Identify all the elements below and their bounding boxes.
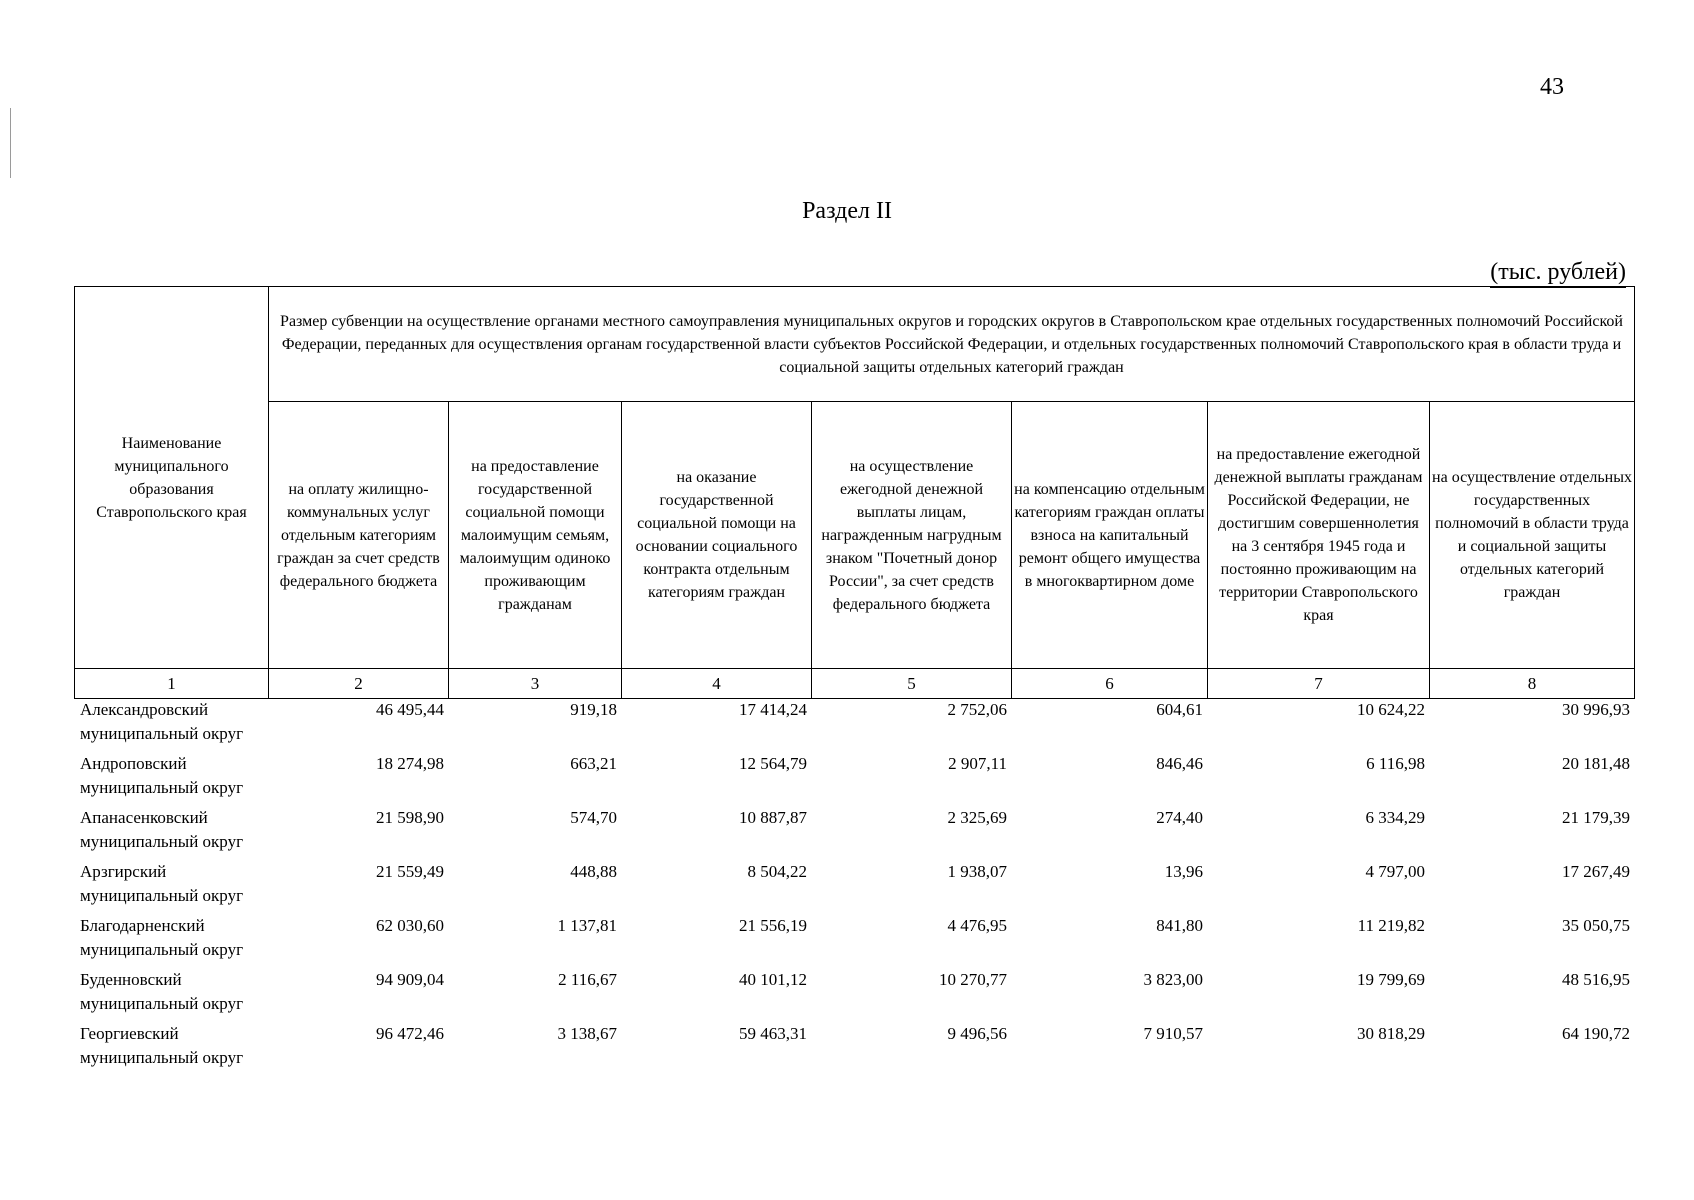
- table-row: [74, 968, 1634, 1022]
- value-cell-col-3: 2 116,67: [558, 970, 617, 989]
- value-cell-col-6: 846,46: [1156, 754, 1203, 773]
- table-row: [74, 752, 1634, 806]
- column-number: 5: [812, 669, 1012, 699]
- margin-line: [10, 108, 11, 178]
- value-cell-col-7: 19 799,69: [1357, 970, 1425, 989]
- value-cell-col-8: 48 516,95: [1562, 970, 1630, 989]
- value-cell-col-2: 21 559,49: [376, 862, 444, 881]
- value-cell-col-7: 10 624,22: [1357, 700, 1425, 719]
- value-cell-col-3: 448,88: [570, 862, 617, 881]
- value-cell-col-3: 663,21: [570, 754, 617, 773]
- header-col-8: на осуществление отдельных государственных полномочий в области труда и социальной защиты отдельных категорий граждан: [1430, 402, 1635, 669]
- value-cell-col-6: 3 823,00: [1143, 970, 1203, 989]
- header-group: Размер субвенции на осуществление органами местного самоуправления муниципальных округов и городских округов в Ставропольском крае отдельных государственных полномочий Российской Федерации, переданных для осуществления органам государственной власти субъектов Российской Федерации, и отдельных государственных полномочий Ставропольского края в области труда и социальной защиты отдельных категорий граждан: [269, 287, 1635, 402]
- value-cell-col-2: 94 909,04: [376, 970, 444, 989]
- subvention-table-header: [74, 286, 1635, 699]
- table-row: [74, 860, 1634, 914]
- value-cell-col-4: 10 887,87: [739, 808, 807, 827]
- value-cell-col-2: 96 472,46: [376, 1024, 444, 1043]
- value-cell-col-4: 40 101,12: [739, 970, 807, 989]
- value-cell-col-5: 9 496,56: [947, 1024, 1007, 1043]
- table-row: [74, 914, 1634, 968]
- value-cell-col-7: 30 818,29: [1357, 1024, 1425, 1043]
- column-number: 4: [622, 669, 812, 699]
- header-name-column: Наименование муниципального образования Ставропольского края: [75, 287, 269, 669]
- value-cell-col-8: 35 050,75: [1562, 916, 1630, 935]
- value-cell-col-4: 8 504,22: [747, 862, 807, 881]
- value-cell-col-8: 30 996,93: [1562, 700, 1630, 719]
- value-cell-col-7: 6 116,98: [1366, 754, 1425, 773]
- column-number: 8: [1430, 669, 1635, 699]
- value-cell-col-8: 21 179,39: [1562, 808, 1630, 827]
- header-col-3: на предоставление государственной социальной помощи малоимущим семьям, малоимущим одиноко проживающим гражданам: [449, 402, 622, 669]
- value-cell-col-6: 274,40: [1156, 808, 1203, 827]
- value-cell-col-7: 4 797,00: [1365, 862, 1425, 881]
- value-cell-col-7: 6 334,29: [1365, 808, 1425, 827]
- value-cell-col-5: 10 270,77: [939, 970, 1007, 989]
- value-cell-col-8: 17 267,49: [1562, 862, 1630, 881]
- value-cell-col-2: 21 598,90: [376, 808, 444, 827]
- section-title: Раздел II: [802, 198, 892, 224]
- value-cell-col-7: 11 219,82: [1357, 916, 1425, 935]
- value-cell-col-5: 4 476,95: [947, 916, 1007, 935]
- municipality-name: Георгиевский муниципальный округ: [80, 1024, 244, 1067]
- header-col-4: на оказание государственной социальной помощи на основании социального контракта отдельным категориям граждан: [622, 402, 812, 669]
- value-cell-col-4: 21 556,19: [739, 916, 807, 935]
- column-number: 6: [1012, 669, 1208, 699]
- municipality-name: Андроповский муниципальный округ: [80, 754, 244, 797]
- subvention-table-body: [74, 698, 1634, 1076]
- value-cell-col-5: 2 325,69: [947, 808, 1007, 827]
- value-cell-col-6: 841,80: [1156, 916, 1203, 935]
- municipality-name: Апанасенковский муниципальный округ: [80, 808, 244, 851]
- value-cell-col-4: 17 414,24: [739, 700, 807, 719]
- value-cell-col-5: 1 938,07: [947, 862, 1007, 881]
- value-cell-col-2: 18 274,98: [376, 754, 444, 773]
- municipality-name: Благодарненский муниципальный округ: [80, 916, 244, 959]
- value-cell-col-4: 12 564,79: [739, 754, 807, 773]
- header-col-5: на осуществление ежегодной денежной выплаты лицам, награжденным нагрудным знаком "Почетный донор России", за счет средств федерального бюджета: [812, 402, 1012, 669]
- column-number: 1: [75, 669, 269, 699]
- municipality-name: Александровский муниципальный округ: [80, 700, 244, 743]
- value-cell-col-6: 13,96: [1164, 862, 1203, 881]
- municipality-name: Буденновский муниципальный округ: [80, 970, 244, 1013]
- column-number: 7: [1208, 669, 1430, 699]
- page-number: 43: [1540, 74, 1564, 100]
- value-cell-col-5: 2 752,06: [947, 700, 1007, 719]
- table-row: [74, 1022, 1634, 1076]
- value-cell-col-3: 919,18: [570, 700, 617, 719]
- value-cell-col-5: 2 907,11: [948, 754, 1007, 773]
- value-cell-col-3: 1 137,81: [557, 916, 617, 935]
- value-cell-col-4: 59 463,31: [739, 1024, 807, 1043]
- value-cell-col-6: 604,61: [1156, 700, 1203, 719]
- column-number: 3: [449, 669, 622, 699]
- value-cell-col-2: 46 495,44: [376, 700, 444, 719]
- header-col-2: на оплату жилищно-коммунальных услуг отдельным категориям граждан за счет средств федерального бюджета: [269, 402, 449, 669]
- header-col-7: на предоставление ежегодной денежной выплаты гражданам Российской Федерации, не достигшим совершеннолетия на 3 сентября 1945 года и постоянно проживающим на территории Ставропольского края: [1208, 402, 1430, 669]
- value-cell-col-2: 62 030,60: [376, 916, 444, 935]
- table-row: [74, 698, 1634, 752]
- value-cell-col-3: 574,70: [570, 808, 617, 827]
- municipality-name: Арзгирский муниципальный округ: [80, 862, 244, 905]
- header-col-6: на компенсацию отдельным категориям граждан оплаты взноса на капитальный ремонт общего имущества в многоквартирном доме: [1012, 402, 1208, 669]
- units-label: (тыс. рублей): [1490, 258, 1626, 288]
- value-cell-col-3: 3 138,67: [557, 1024, 617, 1043]
- value-cell-col-6: 7 910,57: [1143, 1024, 1203, 1043]
- value-cell-col-8: 64 190,72: [1562, 1024, 1630, 1043]
- column-number: 2: [269, 669, 449, 699]
- value-cell-col-8: 20 181,48: [1562, 754, 1630, 773]
- table-row: [74, 806, 1634, 860]
